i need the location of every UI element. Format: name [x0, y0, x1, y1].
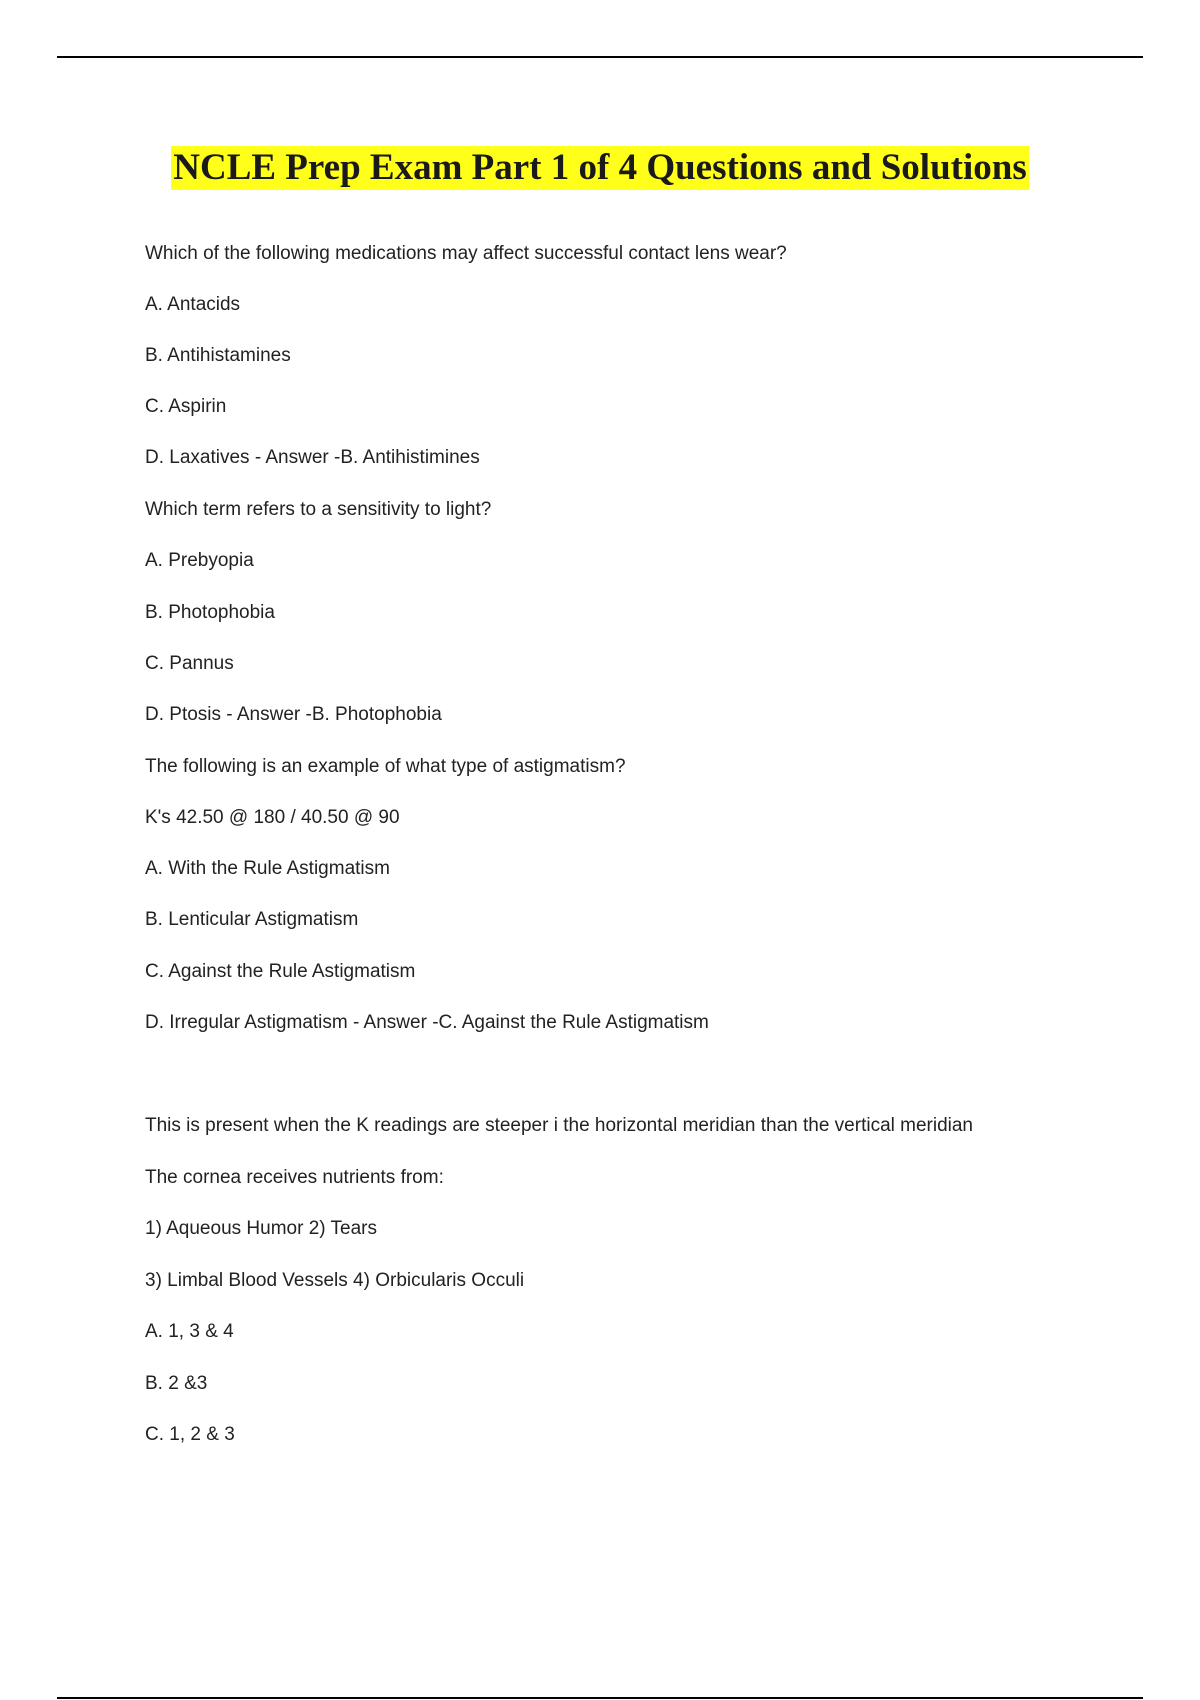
question-1-option-d-answer: D. Laxatives - Answer -B. Antihistimines — [145, 447, 480, 468]
question-3-explanation: This is present when the K readings are steeper i the horizontal meridian than the vertical meridian — [145, 1115, 973, 1136]
question-4-text: The cornea receives nutrients from: — [145, 1167, 444, 1188]
bottom-divider — [57, 1697, 1143, 1699]
question-3-text: The following is an example of what type of astigmatism? — [145, 756, 626, 777]
question-3-option-c: C. Against the Rule Astigmatism — [145, 961, 416, 982]
question-1-text: Which of the following medications may affect successful contact lens wear? — [145, 243, 787, 264]
question-4-items-3-4: 3) Limbal Blood Vessels 4) Orbicularis Occuli — [145, 1270, 525, 1291]
page-title: NCLE Prep Exam Part 1 of 4 Questions and Solutions — [173, 147, 1027, 188]
question-3-option-b: B. Lenticular Astigmatism — [145, 909, 359, 930]
question-1-option-c: C. Aspirin — [145, 396, 227, 417]
question-2-option-c: C. Pannus — [145, 653, 234, 674]
question-2-option-b: B. Photophobia — [145, 602, 275, 623]
question-1-option-b: B. Antihistamines — [145, 345, 291, 366]
title-container — [0, 146, 1200, 190]
question-4-items-1-2: 1) Aqueous Humor 2) Tears — [145, 1218, 377, 1239]
question-3-option-a: A. With the Rule Astigmatism — [145, 858, 390, 879]
top-divider — [57, 56, 1143, 58]
question-1-option-a: A. Antacids — [145, 294, 241, 315]
question-2-option-a: A. Prebyopia — [145, 550, 254, 571]
question-4-option-b: B. 2 &3 — [145, 1373, 208, 1394]
question-3-k-readings: K's 42.50 @ 180 / 40.50 @ 90 — [145, 807, 400, 828]
question-2-option-d-answer: D. Ptosis - Answer -B. Photophobia — [145, 704, 442, 725]
question-3-option-d-answer: D. Irregular Astigmatism - Answer -C. Against the Rule Astigmatism — [145, 1012, 709, 1033]
question-2-text: Which term refers to a sensitivity to light? — [145, 499, 492, 520]
question-4-option-c: C. 1, 2 & 3 — [145, 1424, 235, 1445]
question-4-option-a: A. 1, 3 & 4 — [145, 1321, 234, 1342]
